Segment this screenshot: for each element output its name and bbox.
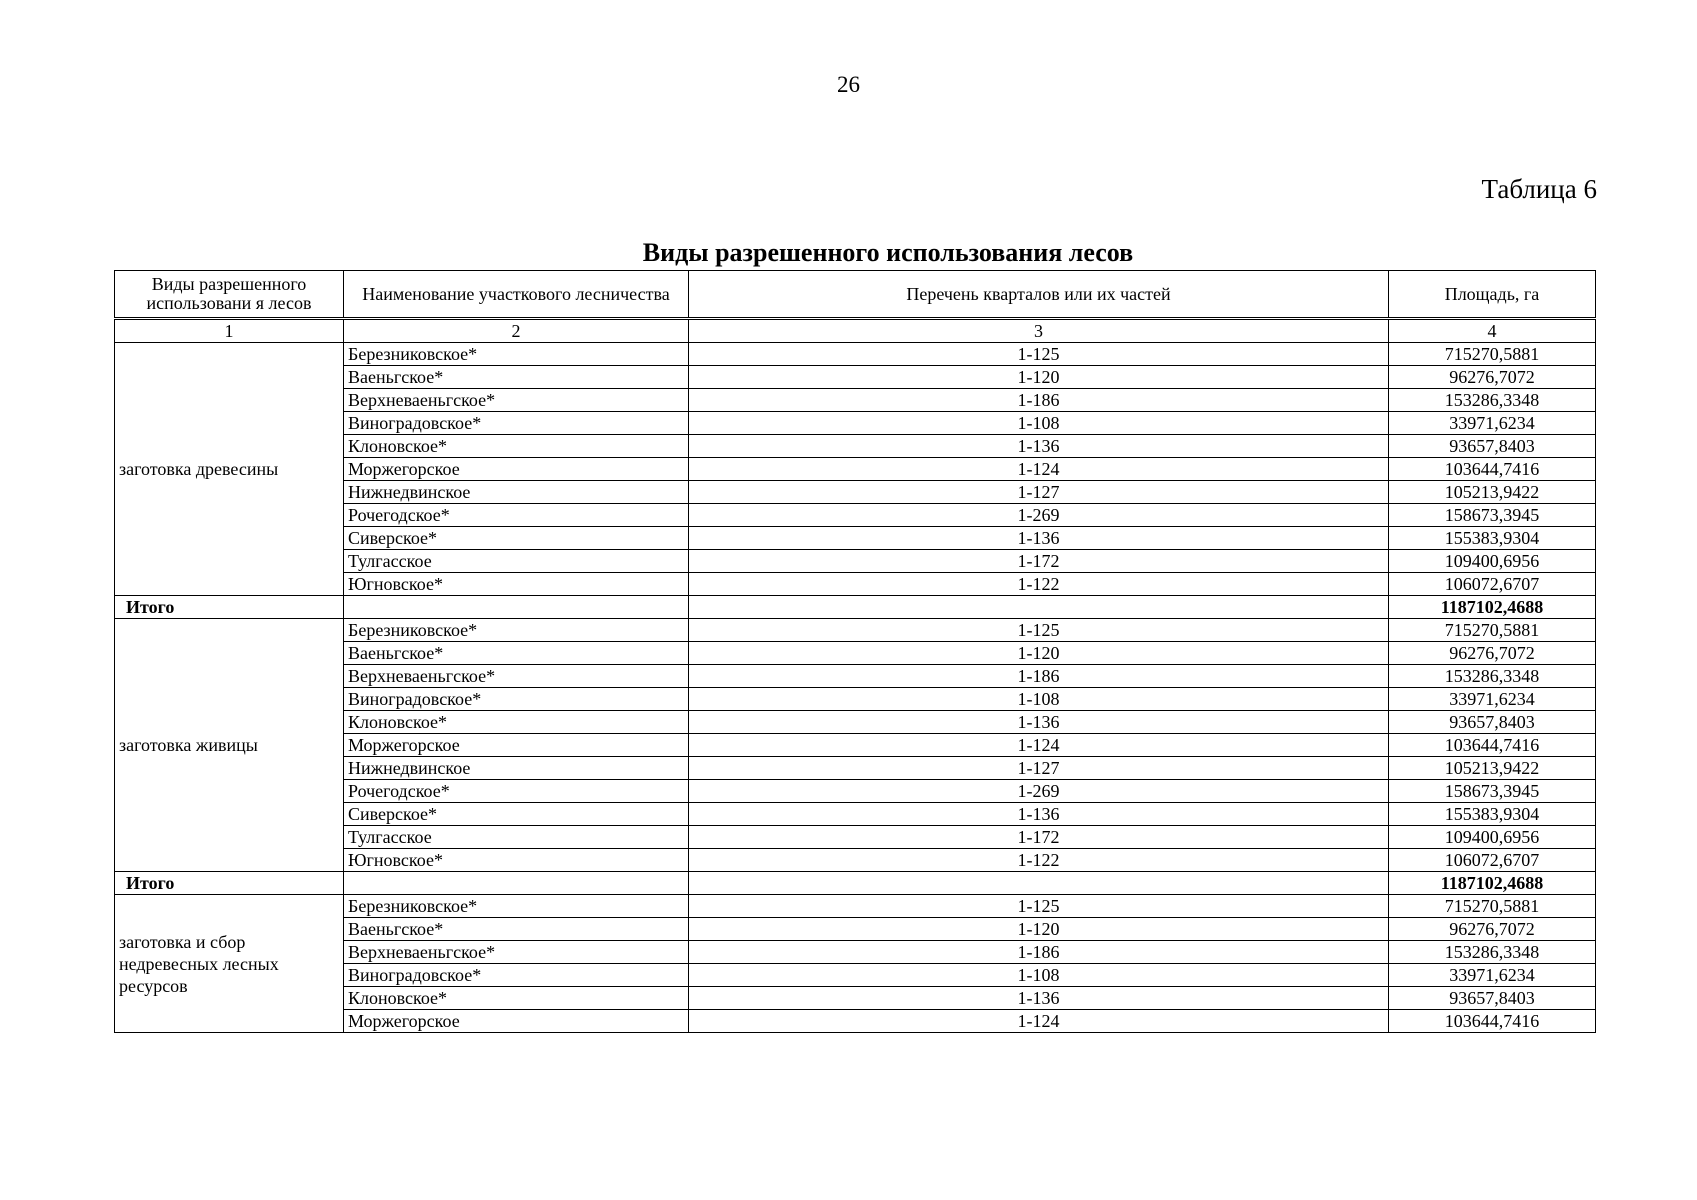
forestry-name-cell: Моржегорское — [344, 1010, 689, 1033]
forestry-name-cell: Березниковское* — [344, 895, 689, 918]
quarters-range-cell: 1-127 — [689, 757, 1389, 780]
area-cell: 33971,6234 — [1389, 688, 1596, 711]
forestry-name-cell: Нижнедвинское — [344, 481, 689, 504]
table-row — [115, 343, 1596, 366]
area-cell: 96276,7072 — [1389, 642, 1596, 665]
quarters-range-cell: 1-120 — [689, 642, 1389, 665]
area-cell: 153286,3348 — [1389, 665, 1596, 688]
quarters-range-cell: 1-108 — [689, 964, 1389, 987]
area-cell: 153286,3348 — [1389, 941, 1596, 964]
table-row — [115, 895, 1596, 918]
quarters-range-cell: 1-136 — [689, 803, 1389, 826]
total-row — [115, 872, 1596, 895]
area-cell: 103644,7416 — [1389, 1010, 1596, 1033]
quarters-range-cell: 1-127 — [689, 481, 1389, 504]
header-row — [115, 271, 1596, 319]
quarters-range-cell: 1-125 — [689, 895, 1389, 918]
forestry-name-cell: Березниковское* — [344, 619, 689, 642]
quarters-range-cell: 1-108 — [689, 688, 1389, 711]
forestry-name-cell: Верхневаеньгское* — [344, 941, 689, 964]
forestry-name-cell: Виноградовское* — [344, 412, 689, 435]
quarters-range-cell: 1-269 — [689, 504, 1389, 527]
forestry-name-cell: Моржегорское — [344, 458, 689, 481]
quarters-range-cell: 1-124 — [689, 458, 1389, 481]
area-cell: 158673,3945 — [1389, 780, 1596, 803]
forestry-name-cell: Верхневаеньгское* — [344, 389, 689, 412]
total-label: Итого — [115, 872, 344, 895]
forestry-name-cell: Ваеньгское* — [344, 918, 689, 941]
area-cell: 103644,7416 — [1389, 458, 1596, 481]
use-type-cell: заготовка древесины — [115, 343, 344, 596]
area-cell: 106072,6707 — [1389, 573, 1596, 596]
quarters-range-cell: 1-136 — [689, 527, 1389, 550]
table-row — [115, 619, 1596, 642]
forestry-name-cell: Ваеньгское* — [344, 366, 689, 389]
total-label: Итого — [115, 596, 344, 619]
area-cell: 103644,7416 — [1389, 734, 1596, 757]
forestry-name-cell: Рочегодское* — [344, 504, 689, 527]
quarters-range-cell: 1-186 — [689, 665, 1389, 688]
area-cell: 109400,6956 — [1389, 826, 1596, 849]
header-area: Площадь, га — [1389, 271, 1596, 319]
area-cell: 715270,5881 — [1389, 619, 1596, 642]
quarters-range-cell: 1-120 — [689, 918, 1389, 941]
forestry-name-cell: Виноградовское* — [344, 688, 689, 711]
area-cell: 155383,9304 — [1389, 803, 1596, 826]
quarters-range-cell: 1-172 — [689, 550, 1389, 573]
forestry-name-cell: Сиверское* — [344, 803, 689, 826]
forest-use-table — [114, 270, 1596, 1033]
column-number: 1 — [115, 319, 344, 343]
header-forestry-name: Наименование участкового лесничества — [344, 271, 689, 319]
forestry-name-cell: Моржегорское — [344, 734, 689, 757]
empty-cell — [689, 872, 1389, 895]
header-use-type: Виды разрешенного использовани я лесов — [115, 271, 344, 319]
quarters-range-cell: 1-269 — [689, 780, 1389, 803]
total-area: 1187102,4688 — [1389, 872, 1596, 895]
area-cell: 715270,5881 — [1389, 895, 1596, 918]
quarters-range-cell: 1-125 — [689, 343, 1389, 366]
column-number-row — [115, 319, 1596, 343]
quarters-range-cell: 1-120 — [689, 366, 1389, 389]
column-number: 2 — [344, 319, 689, 343]
column-number: 4 — [1389, 319, 1596, 343]
use-type-cell: заготовка и сбор недревесных лесных ресурсов — [115, 895, 344, 1033]
area-cell: 105213,9422 — [1389, 481, 1596, 504]
forestry-name-cell: Березниковское* — [344, 343, 689, 366]
area-cell: 105213,9422 — [1389, 757, 1596, 780]
table-body — [115, 343, 1596, 1033]
table-title: Виды разрешенного использования лесов — [642, 238, 1134, 267]
forestry-name-cell: Клоновское* — [344, 987, 689, 1010]
forestry-name-cell: Клоновское* — [344, 711, 689, 734]
area-cell: 109400,6956 — [1389, 550, 1596, 573]
quarters-range-cell: 1-124 — [689, 734, 1389, 757]
area-cell: 155383,9304 — [1389, 527, 1596, 550]
use-type-cell: заготовка живицы — [115, 619, 344, 872]
area-cell: 715270,5881 — [1389, 343, 1596, 366]
area-cell: 33971,6234 — [1389, 964, 1596, 987]
quarters-range-cell: 1-124 — [689, 1010, 1389, 1033]
quarters-range-cell: 1-136 — [689, 711, 1389, 734]
total-row — [115, 596, 1596, 619]
forestry-name-cell: Верхневаеньгское* — [344, 665, 689, 688]
forestry-name-cell: Тулгасское — [344, 550, 689, 573]
empty-cell — [344, 596, 689, 619]
area-cell: 93657,8403 — [1389, 711, 1596, 734]
quarters-range-cell: 1-136 — [689, 987, 1389, 1010]
empty-cell — [689, 596, 1389, 619]
quarters-range-cell: 1-136 — [689, 435, 1389, 458]
page-number: 26 — [837, 72, 860, 97]
quarters-range-cell: 1-186 — [689, 941, 1389, 964]
forestry-name-cell: Рочегодское* — [344, 780, 689, 803]
area-cell: 96276,7072 — [1389, 918, 1596, 941]
total-area: 1187102,4688 — [1389, 596, 1596, 619]
area-cell: 93657,8403 — [1389, 987, 1596, 1010]
quarters-range-cell: 1-186 — [689, 389, 1389, 412]
forestry-name-cell: Сиверское* — [344, 527, 689, 550]
area-cell: 158673,3945 — [1389, 504, 1596, 527]
quarters-range-cell: 1-122 — [689, 849, 1389, 872]
area-cell: 33971,6234 — [1389, 412, 1596, 435]
forestry-name-cell: Югновское* — [344, 573, 689, 596]
quarters-range-cell: 1-172 — [689, 826, 1389, 849]
forestry-name-cell: Виноградовское* — [344, 964, 689, 987]
empty-cell — [344, 872, 689, 895]
header-quarters-list: Перечень кварталов или их частей — [689, 271, 1389, 319]
quarters-range-cell: 1-125 — [689, 619, 1389, 642]
forestry-name-cell: Тулгасское — [344, 826, 689, 849]
area-cell: 96276,7072 — [1389, 366, 1596, 389]
quarters-range-cell: 1-108 — [689, 412, 1389, 435]
forestry-name-cell: Клоновское* — [344, 435, 689, 458]
forestry-name-cell: Югновское* — [344, 849, 689, 872]
quarters-range-cell: 1-122 — [689, 573, 1389, 596]
forestry-name-cell: Ваеньгское* — [344, 642, 689, 665]
area-cell: 153286,3348 — [1389, 389, 1596, 412]
area-cell: 93657,8403 — [1389, 435, 1596, 458]
area-cell: 106072,6707 — [1389, 849, 1596, 872]
forestry-name-cell: Нижнедвинское — [344, 757, 689, 780]
column-number: 3 — [689, 319, 1389, 343]
table-label: Таблица 6 — [1481, 174, 1597, 204]
